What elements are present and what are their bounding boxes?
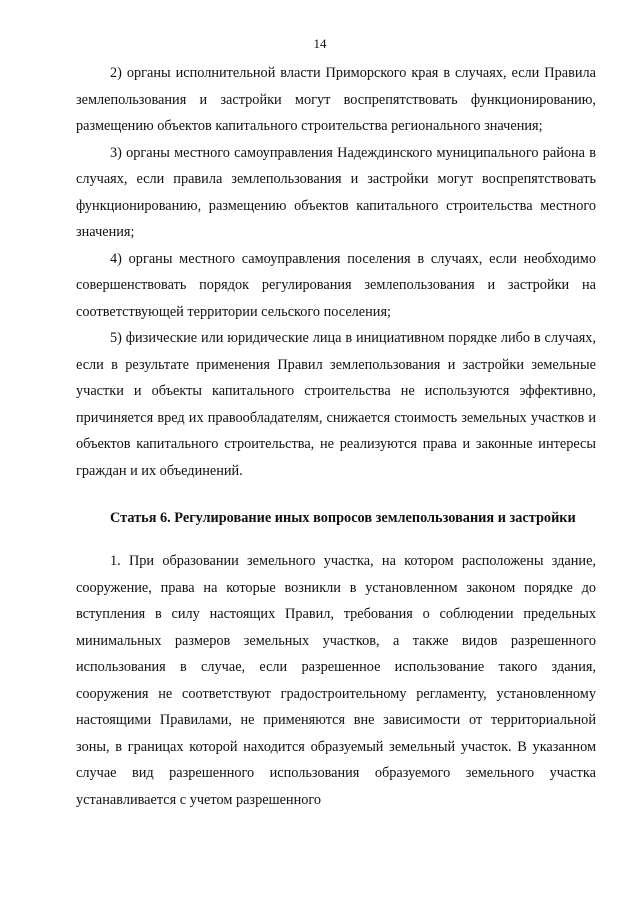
page-number: 14 [313,36,327,51]
paragraph-item-4: 4) органы местного самоуправления поселения в случаях, если необходимо совершенствовать порядок регулирования землепользования и застройки на соответствующей территории сельского поселения; [76,250,596,320]
document-body [76,60,596,813]
paragraph-item-3: 3) органы местного самоуправления Надеждинского муниципального района в случаях, если правила землепользования и застройки могут воспрепятствовать функционированию, размещению объектов капитального строительства местного значения; [76,144,596,240]
paragraph-item-2: 2) органы исполнительной власти Приморского края в случаях, если Правила землепользования и застройки могут воспрепятствовать функционированию, размещению объектов капитального строительства регионального значения; [76,65,596,134]
paragraph-article-6-1: 1. При образовании земельного участка, на котором расположены здание, сооружение, права на которые возникли в установленном законом порядке до вступления в силу настоящих Правил, требования о соблюдении предельных минимальных размеров земельных участков, а также видов разрешенного использования в случае, если разрешенное использование такого здания, сооружения не соответствуют градостроительному регламенту, установленному настоящими Правилами, не применяются вне зависимости от территориальной зоны, в границах которой находится образуемый земельный участок. В указанном случае вид разрешенного использования образуемого земельного участка устанавливается с учетом разрешенного [76,553,596,808]
article-heading: Статья 6. Регулирование иных вопросов землепользования и застройки [110,510,576,526]
paragraph-item-5: 5) физические или юридические лица в инициативном порядке либо в случаях, если в результате применения Правил землепользования и застройки земельные участки и объекты капитального строительства не используются эффективно, причиняется вред их правообладателям, снижается стоимость земельных участков и объектов капитального строительства, не реализуются права и законные интересы граждан и их объединений. [76,330,596,479]
